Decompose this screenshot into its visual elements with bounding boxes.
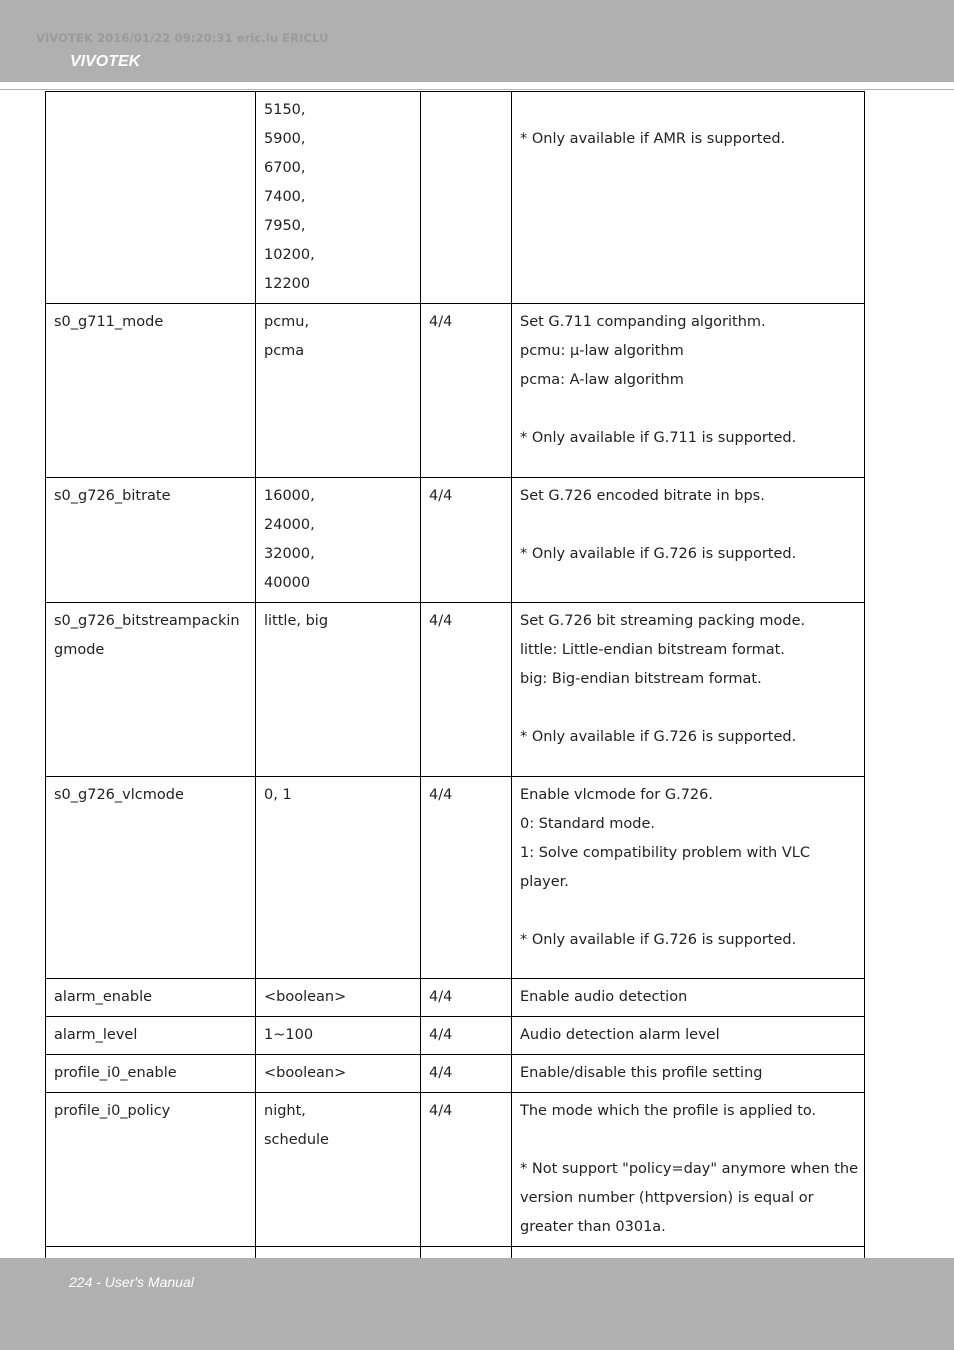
parameter-name-cell	[46, 92, 256, 304]
parameter-value-cell	[256, 1017, 421, 1055]
cell-text-line: night,	[264, 1103, 306, 1119]
cell-text-line: 0: Standard mode.	[520, 816, 656, 832]
cell-text-line: * Only available if G.726 is supported.	[520, 546, 797, 562]
cell-text-line: gmode	[54, 642, 105, 658]
parameter-name-cell	[46, 304, 256, 478]
cell-text-line: 5150,	[264, 102, 306, 118]
table-row	[46, 1055, 865, 1093]
cell-text-line: Set G.726 encoded bitrate in bps.	[520, 488, 765, 504]
description-cell	[512, 1055, 865, 1093]
parameter-name-cell	[46, 1093, 256, 1247]
cell-text-line: The mode which the profile is applied to.	[520, 1103, 817, 1119]
cell-text-line: * Only available if G.726 is supported.	[520, 932, 797, 948]
cell-text-line: 0, 1	[264, 787, 292, 803]
parameter-value-cell	[256, 979, 421, 1017]
cell-text-line: 1~100	[264, 1027, 314, 1043]
parameter-name-cell	[46, 478, 256, 603]
cell-text-line	[520, 395, 857, 424]
header-rule	[0, 89, 954, 90]
description-cell	[512, 478, 865, 603]
description-cell	[512, 979, 865, 1017]
description-cell	[512, 777, 865, 979]
cell-text-line	[54, 96, 248, 125]
cell-text-line: 40000	[264, 575, 311, 591]
security-cell	[421, 1055, 512, 1093]
security-cell	[421, 979, 512, 1017]
table-row	[46, 979, 865, 1017]
table-row	[46, 1017, 865, 1055]
parameter-name-cell	[46, 979, 256, 1017]
page-footer	[0, 1258, 954, 1350]
cell-text-line: * Not support "policy=day" anymore when the	[520, 1161, 858, 1177]
parameter-value-cell	[256, 478, 421, 603]
cell-text-line: 4/4	[429, 613, 453, 629]
cell-text-line: 4/4	[429, 787, 453, 803]
security-cell	[421, 1017, 512, 1055]
security-cell	[421, 92, 512, 304]
description-cell	[512, 1093, 865, 1247]
parameter-value-cell	[256, 777, 421, 979]
cell-text-line	[520, 694, 857, 723]
parameter-value-cell	[256, 1093, 421, 1247]
security-cell	[421, 603, 512, 777]
cell-text-line: s0_g711_mode	[54, 314, 164, 330]
description-cell	[512, 304, 865, 478]
parameter-name-cell	[46, 1017, 256, 1055]
cell-text-line: 6700,	[264, 160, 306, 176]
cell-text-line: 16000,	[264, 488, 315, 504]
description-cell	[512, 92, 865, 304]
security-cell	[421, 478, 512, 603]
table-row	[46, 777, 865, 979]
cell-text-line: 4/4	[429, 1027, 453, 1043]
table-row	[46, 603, 865, 777]
cell-text-line: Set G.711 companding algorithm.	[520, 314, 766, 330]
cell-text-line: greater than 0301a.	[520, 1219, 666, 1235]
cell-text-line: 32000,	[264, 546, 315, 562]
cell-text-line: big: Big-endian bitstream format.	[520, 671, 762, 687]
cell-text-line: alarm_level	[54, 1027, 138, 1043]
cell-text-line: s0_g726_bitrate	[54, 488, 171, 504]
cell-text-line: s0_g726_vlcmode	[54, 787, 184, 803]
parameter-name-cell	[46, 777, 256, 979]
parameter-value-cell	[256, 304, 421, 478]
table-row	[46, 92, 865, 304]
cell-text-line: 4/4	[429, 1103, 453, 1119]
parameter-table	[45, 91, 865, 1323]
cell-text-line: 1: Solve compatibility problem with VLC	[520, 845, 810, 861]
table-row	[46, 1093, 865, 1247]
security-cell	[421, 304, 512, 478]
page-header	[0, 0, 954, 82]
cell-text-line: 4/4	[429, 1065, 453, 1081]
cell-text-line: * Only available if AMR is supported.	[520, 131, 786, 147]
cell-text-line: little: Little-endian bitstream format.	[520, 642, 785, 658]
cell-text-line: 12200	[264, 276, 311, 292]
cell-text-line: 10200,	[264, 247, 315, 263]
cell-text-line: pcma	[264, 343, 305, 359]
cell-text-line: alarm_enable	[54, 989, 153, 1005]
cell-text-line	[520, 897, 857, 926]
cell-text-line	[429, 96, 504, 125]
cell-text-line: 7950,	[264, 218, 306, 234]
cell-text-line: player.	[520, 874, 569, 890]
security-cell	[421, 777, 512, 979]
cell-text-line: * Only available if G.726 is supported.	[520, 729, 797, 745]
cell-text-line: <boolean>	[264, 1065, 347, 1081]
cell-text-line: 4/4	[429, 989, 453, 1005]
cell-text-line: pcmu,	[264, 314, 310, 330]
table-row	[46, 304, 865, 478]
cell-text-line: pcma: A-law algorithm	[520, 372, 684, 388]
cell-text-line: 7400,	[264, 189, 306, 205]
parameter-value-cell	[256, 92, 421, 304]
cell-text-line: little, big	[264, 613, 329, 629]
cell-text-line: 4/4	[429, 314, 453, 330]
print-stamp: VIVOTEK 2016/01/22 09:20:31 eric.lu ERICLU	[36, 31, 329, 45]
cell-text-line	[520, 96, 857, 125]
cell-text-line: Enable vlcmode for G.726.	[520, 787, 713, 803]
cell-text-line: Enable audio detection	[520, 989, 688, 1005]
cell-text-line: schedule	[264, 1132, 329, 1148]
parameter-value-cell	[256, 603, 421, 777]
parameter-value-cell	[256, 1055, 421, 1093]
page-number: 224 - User's Manual	[69, 1274, 194, 1290]
description-cell	[512, 603, 865, 777]
parameter-name-cell	[46, 603, 256, 777]
cell-text-line: version number (httpversion) is equal or	[520, 1190, 814, 1206]
parameter-name-cell	[46, 1055, 256, 1093]
table-row	[46, 478, 865, 603]
cell-text-line	[520, 511, 857, 540]
cell-text-line: 4/4	[429, 488, 453, 504]
cell-text-line: 24000,	[264, 517, 315, 533]
description-cell	[512, 1017, 865, 1055]
brand-logo-text: VIVOTEK	[70, 53, 141, 70]
cell-text-line: profile_i0_enable	[54, 1065, 177, 1081]
parameter-table-body	[46, 92, 865, 1323]
cell-text-line: pcmu: μ-law algorithm	[520, 343, 684, 359]
cell-text-line: Set G.726 bit streaming packing mode.	[520, 613, 806, 629]
cell-text-line: Enable/disable this profile setting	[520, 1065, 763, 1081]
cell-text-line: profile_i0_policy	[54, 1103, 171, 1119]
cell-text-line: 5900,	[264, 131, 306, 147]
cell-text-line: * Only available if G.711 is supported.	[520, 430, 797, 446]
cell-text-line: Audio detection alarm level	[520, 1027, 720, 1043]
cell-text-line	[520, 1126, 857, 1155]
security-cell	[421, 1093, 512, 1247]
cell-text-line: s0_g726_bitstreampackin	[54, 613, 240, 629]
cell-text-line: <boolean>	[264, 989, 347, 1005]
